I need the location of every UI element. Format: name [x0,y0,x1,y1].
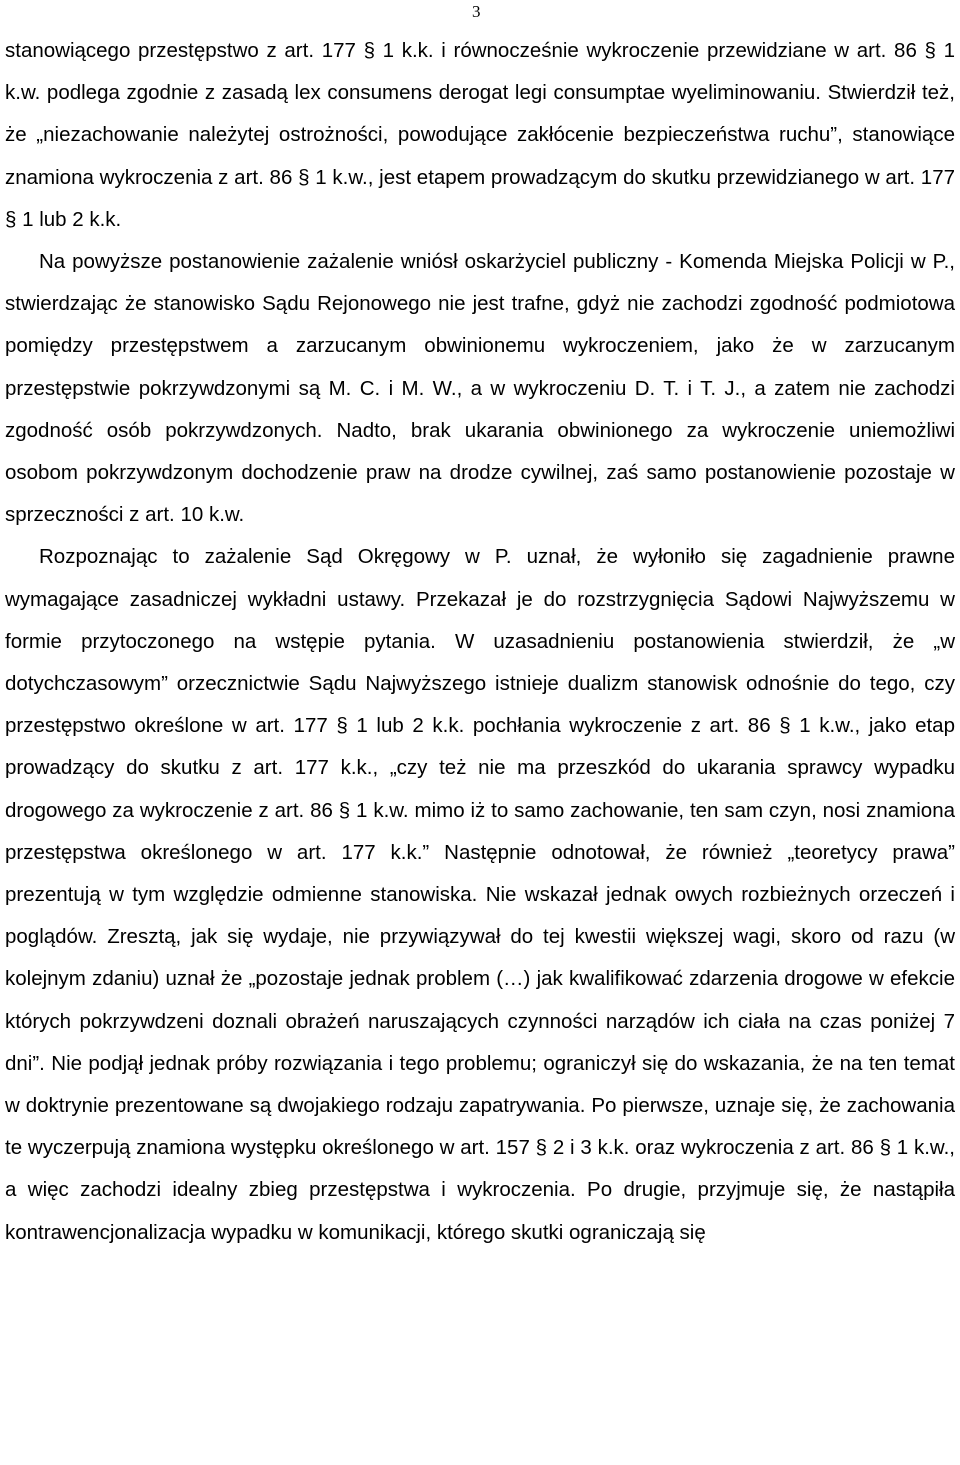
paragraph-3: Rozpoznając to zażalenie Sąd Okręgowy w P. uznał, że wyłoniło się zagadnienie prawne wymagające zasadniczej wykładni ustawy. Przekazał je do rozstrzygnięcia Sądowi Najwyższemu w formie przytoczonego na wstępie pytania. W uzasadnieniu postanowienia stwierdził, że „w dotychczasowym” orzecznictwie Sądu Najwyższego istnieje dualizm stanowisk odnośnie do tego, czy przestępstwo określone w art. 177 § 1 lub 2 k.k. pochłania wykroczenie z art. 86 § 1 k.w., jako etap prowadzący do skutku z art. 177 k.k., „czy też nie ma przeszkód do ukarania sprawcy wypadku drogowego za wykroczenie z art. 86 § 1 k.w. mimo iż to samo zachowanie, ten sam czyn, nosi znamiona przestępstwa określonego w art. 177 k.k.” Następnie odnotował, że również „teoretycy prawa” prezentują w tym względzie odmienne stanowiska. Nie wskazał jednak owych rozbieżnych orzeczeń i poglądów. Zresztą, jak się wydaje, nie przywiązywał do tej kwestii większej wagi, skoro od razu (w kolejnym zdaniu) uznał że „pozostaje jednak problem (…) jak kwalifikować zdarzenia drogowe w efekcie których pokrzywdzeni doznali obrażeń naruszających czynności narządów ich ciała na czas poniżej 7 dni”. Nie podjął jednak próby rozwiązania i tego problemu; ograniczył się do wskazania, że na ten temat w doktrynie prezentowane są dwojakiego rodzaju zapatrywania. Po pierwsze, uznaje się, że zachowania te wyczerpują znamiona występku określonego w art. 157 § 2 i 3 k.k. oraz wykroczenia z art. 86 § 1 k.w., a więc zachodzi idealny zbieg przestępstwa i wykroczenia. Po drugie, przyjmuje się, że nastąpiła kontrawencjonalizacja wypadku w komunikacji, którego skutki ograniczają się [5,545,955,1244]
paragraph-2: Na powyższe postanowienie zażalenie wniósł oskarżyciel publiczny - Komenda Miejska Policji w P., stwierdzając że stanowisko Sądu Rejonowego nie jest trafne, gdyż nie zachodzi zgodność podmiotowa pomiędzy przestępstwem a zarzucanym obwinionemu wykroczeniem, jako że w zarzucanym przestępstwie pokrzywdzonymi są M. C. i M. W., a w wykroczeniu D. T. i T. J., a zatem nie zachodzi zgodność osób pokrzywdzonych. Nadto, brak ukarania obwinionego za wykroczenie uniemożliwi osobom pokrzywdzonym dochodzenie praw na drodze cywilnej, zaś samo postanowienie pozostaje w sprzeczności z art. 10 k.w. [5,250,955,527]
page-number: 3 [472,2,481,21]
paragraph-1: stanowiącego przestępstwo z art. 177 § 1 k.k. i równocześnie wykroczenie przewidziane w art. 86 § 1 k.w. podlega zgodnie z zasadą lex consumens derogat legi consumptae wyeliminowaniu. Stwierdził też, że „niezachowanie należytej ostrożności, powodujące zakłócenie bezpieczeństwa ruchu”, stanowiące znamiona wykroczenia z art. 86 § 1 k.w., jest etapem prowadzącym do skutku przewidzianego w art. 177 § 1 lub 2 k.k. [5,39,955,231]
document-body [5,30,955,1254]
